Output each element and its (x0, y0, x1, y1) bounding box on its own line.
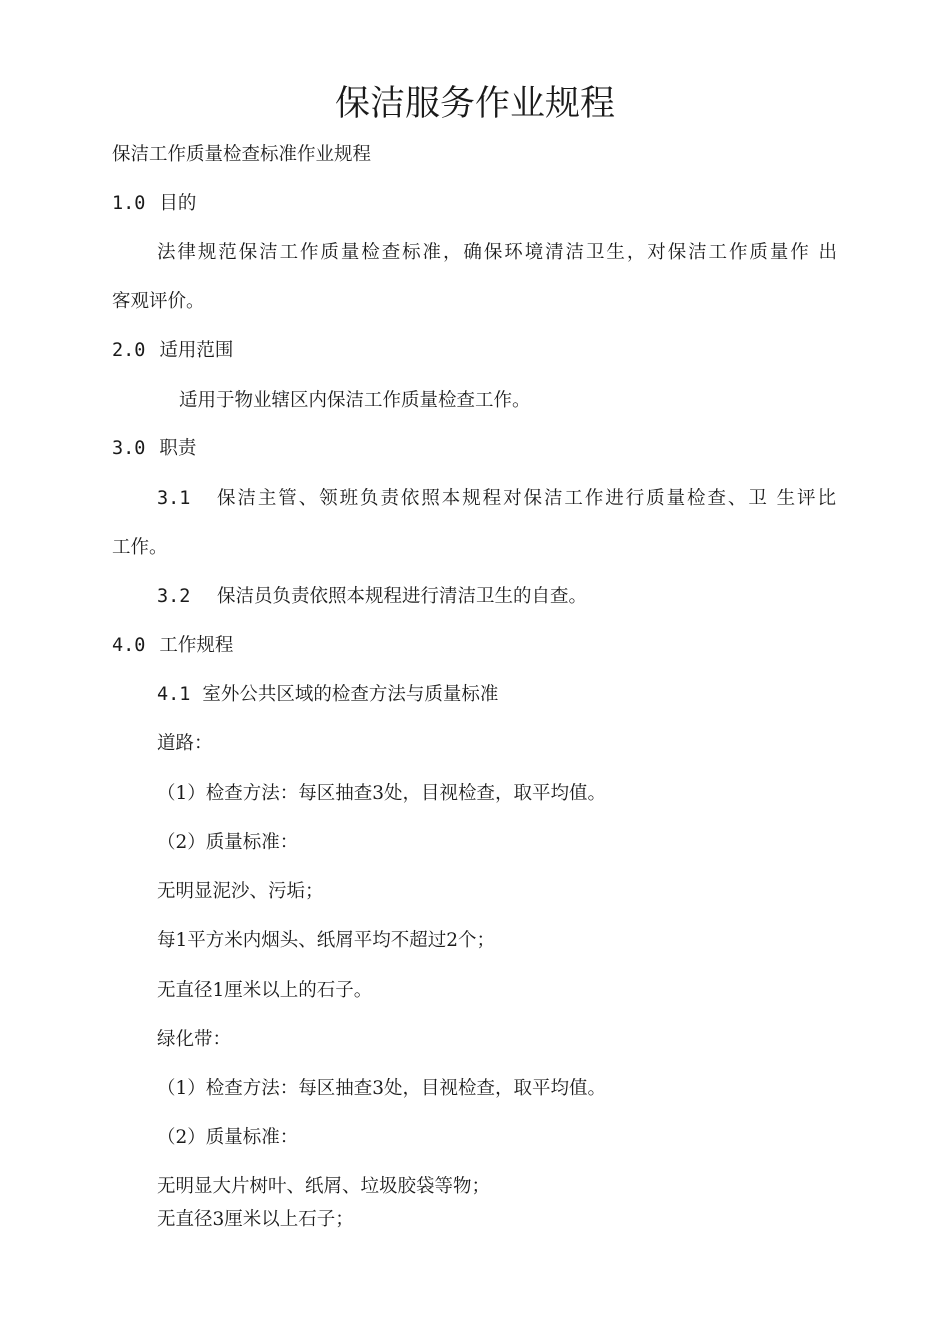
road-standard-item: 无直径1厘米以上的石子。 (157, 980, 373, 1001)
clause-3-1-line-1: 保洁主管、领班负责依照本规程对保洁工作进行质量检查、卫 生评比 (217, 488, 836, 509)
section-label: 室外公共区域的检查方法与质量标准 (202, 684, 499, 705)
section-3-heading (112, 437, 196, 461)
road-standard: （2）质量标准： (157, 832, 299, 853)
greenbelt-standard-item: 无直径3厘米以上石子； (157, 1209, 354, 1230)
road-standard-item: 每1平方米内烟头、纸屑平均不超过2个； (157, 930, 496, 951)
section-number: 4.1 (157, 684, 191, 705)
section-1-heading (112, 192, 196, 216)
clause-3-2-text: 保洁员负责依照本规程进行清洁卫生的自查。 (217, 586, 588, 607)
section-number: 3.0 (112, 438, 146, 459)
road-method: （1）检查方法：每区抽查3处，目视检查，取平均值。 (157, 783, 607, 804)
greenbelt-heading: 绿化带： (157, 1029, 232, 1050)
greenbelt-standard: （2）质量标准： (157, 1127, 299, 1148)
greenbelt-method: （1）检查方法：每区抽查3处，目视检查，取平均值。 (157, 1078, 607, 1099)
road-standard-item: 无明显泥沙、污垢； (157, 881, 324, 902)
section-label: 职责 (159, 438, 197, 459)
section-4-heading (112, 634, 233, 658)
section-label: 适用范围 (159, 340, 234, 361)
section-number: 2.0 (112, 340, 146, 361)
document-subtitle: 保洁工作质量检查标准作业规程 (112, 144, 372, 165)
road-heading: 道路： (157, 733, 213, 754)
section-number: 1.0 (112, 193, 146, 214)
clause-3-1-number: 3.1 (157, 488, 191, 509)
document-title: 保洁服务作业规程 (334, 84, 615, 124)
section-number: 4.0 (112, 635, 146, 656)
section-2-heading (112, 339, 233, 363)
section-1-paragraph-line-2: 客观评价。 (112, 291, 205, 312)
clause-3-1-line-2: 工作。 (112, 537, 168, 558)
greenbelt-standard-item: 无明显大片树叶、纸屑、垃圾胶袋等物； (157, 1176, 491, 1197)
section-label: 工作规程 (159, 635, 234, 656)
clause-4-1-heading (157, 683, 498, 707)
section-2-paragraph: 适用于物业辖区内保洁工作质量检查工作。 (179, 390, 531, 411)
clause-3-2-number: 3.2 (157, 586, 191, 607)
section-label: 目的 (159, 193, 197, 214)
section-1-paragraph-line-1: 法律规范保洁工作质量检查标准，确保环境清洁卫生，对保洁工作质量作 出 (157, 242, 837, 263)
